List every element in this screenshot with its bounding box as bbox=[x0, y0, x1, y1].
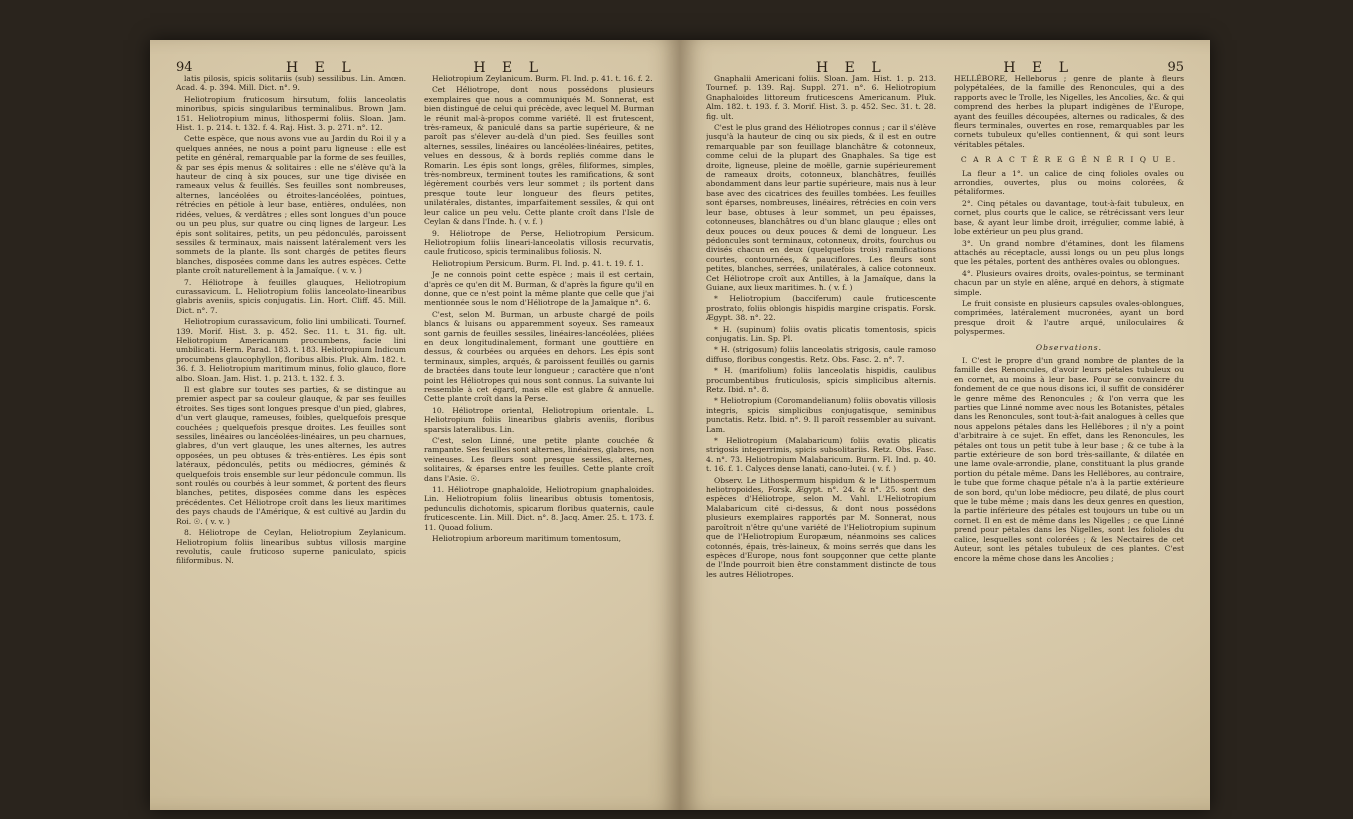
paragraph: 2°. Cinq pétales ou davantage, tout-à-fait tubuleux, en cornet, plus courts que le calice, se rétrécissant vers leur base, & ayant leur limbe droit, irrégulier, comme labié, à lobe extérieur un peu plus grand. bbox=[954, 198, 1184, 237]
paragraph: * H. (marifolium) foliis lanceolatis hispidis, caulibus procumbentibus fruticulosis, spicis simplicibus alternis. Retz. Ibid. n°. 8. bbox=[706, 366, 936, 394]
paragraph: C'est, selon M. Burman, un arbuste chargé de poils blancs & luisans ou apparemment soyeux. Ses rameaux sont garnis de feuilles sessiles, linéaires-lancéolées, pliées en deux longitudinalement, formant une gouttière en dessus, & courbées ou arquées en dehors. Les épis sont terminaux, simples, arqués, & paroissent feuillés ou garnis de bractées dans toute leur longueur ; caractère que n'ont point les Héliotropes qui nous sont connus. La suivante lui ressemble à cet égard, mais elle est glabre & annuelle. Cette plante croît dans la Perse. bbox=[424, 309, 654, 404]
paragraph: Je ne connois point cette espèce ; mais il est certain, d'après ce qu'en dit M. Burman, & d'après la figure qu'il en donne, que ce n'est point la même plante que celle que j'ai mentionnée sous le nom d'Héliotrope de la Jamaïque n°. 6. bbox=[424, 270, 654, 308]
paragraph: * H. (strigosum) foliis lanceolatis strigosis, caule ramoso diffuso, floribus congestis. Retz. Obs. Fasc. 2. n°. 7. bbox=[706, 345, 936, 364]
paragraph: Observ. Le Lithospermum hispidum & le Lithospermum heliotropoides, Forsk. Ægypt. n°. 24. & n°. 25. sont des espèces d'Héliotrope, selon M. Vahl. L'Heliotropium Malabaricum cité ci-dessus, & dont nous possédons plusieurs exemplaires rapportés par M. Sonnerat, nous paroîtroit n'être qu'une variété de l'Heliotropium supinum que de l'Heliotropium Europæum, néanmoins ses calices cotonnés, épais, très-laineux, & moins serrés que dans les espèces d'Europe, nous font soupçonner que cette plante de l'Inde pourroit bien être constamment distincte de tous les autres Héliotropes. bbox=[706, 475, 936, 579]
paragraph: Heliotropium Zeylanicum. Burm. Fl. Ind. p. 41. t. 16. f. 2. bbox=[432, 74, 653, 83]
paragraph: 8. Héliotrope de Ceylan, Heliotropium Zeylanicum. Heliotropium foliis linearibus subtus villosis margine revolutis, caule fruticoso superne paniculato, spicis filiformibus. N. bbox=[176, 528, 406, 566]
paragraph: C'est, selon Linné, une petite plante couchée & rampante. Ses feuilles sont alternes, linéaires, glabres, non veineuses. Les fleurs sont presque sessiles, alternes, solitaires, & éparses entre les feuilles. Cette plante croît dans l'Asie. ☉. bbox=[424, 436, 654, 483]
observations-title: Observations. bbox=[1035, 342, 1103, 352]
paragraph: Heliotropium fruticosum hirsutum, foliis lanceolatis minoribus, spicis singularibus terminalibus. Brown Jam. 151. Heliotropium minus, lithospermi foliis. Sloan. Jam. Hist. 1. p. 214. t. 132. f. 4. Raj. Hist. 3. p. 271. n°. 12. bbox=[176, 94, 406, 133]
paragraph: Gnaphalii Americani foliis. Sloan. Jam. Hist. 1. p. 213. Tournef. p. 139. Raj. Suppl. 271. n°. 6. Heliotropium Gnaphaloides littoreum fruticescens Americanum. Pluk. Alm. 182. t. 193. f. 3. Morif. Hist. 3. p. 452. Sec. 31. t. 28. fig. ult. bbox=[706, 74, 936, 121]
section-title: C A R A C T È R E G É N É R I Q U E. bbox=[960, 155, 1178, 165]
paragraph: Heliotropium Persicum. Burm. Fl. Ind. p. 41. t. 19. f. 1. bbox=[432, 258, 644, 268]
paragraph: 10. Héliotrope oriental, Heliotropium orientale. L. Heliotropium foliis linearibus glabris aveniis, floribus sparsis lateralibus. Lin. bbox=[424, 405, 654, 434]
paragraph: Le fruit consiste en plusieurs capsules ovales-oblongues, comprimées, latéralement mucronées, ayant un bord presque droit & l'autre arqué, uniloculaires & polyspermes. bbox=[954, 298, 1184, 337]
right-head-left: H E L bbox=[816, 60, 887, 76]
paragraph: Il est glabre sur toutes ses parties, & se distingue au premier aspect par sa couleur glauque, & par ses feuilles étroites. Ses tiges sont longues presque d'un pied, glabres, d'un vert glauque, rameuses, foibles, quelquefois presque couchées ; quelquefois presque droites. Les feuilles sont sessiles, linéaires ou lancéolées-linéaires, un peu charnues, glabres, d'un vert glauque, les unes alternes, les autres opposées, un peu obtuses & très-entières. Les épis sont latéraux, pédonculés, petits ou médiocres, géminés & quelquefois trois ensemble sur leur pédoncule commun. Ils sont roulés ou courbés à leur sommet, & portent des fleurs blanches, petites, disposées comme dans les espèces précédentes. Cet Héliotrope croît dans les lieux maritimes des pays chauds de l'Amérique, & est cultivé au Jardin du Roi. ☉. ( v. v. ) bbox=[176, 385, 406, 526]
paragraph: 3°. Un grand nombre d'étamines, dont les filamens attachés au réceptacle, aussi longs ou un peu plus longs que les pétales, portent des anthères ovales ou oblongues. bbox=[954, 238, 1184, 267]
paragraph: 9. Héliotrope de Perse, Heliotropium Persicum. Heliotropium foliis lineari-lanceolatis villosis recurvatis, caule fruticoso, spicis terminalibus foliosis. N. bbox=[424, 228, 654, 257]
paragraph: Heliotropium arboreum maritimum tomentosum, bbox=[432, 534, 622, 544]
paragraph: C'est le plus grand des Héliotropes connus ; car il s'élève jusqu'à la hauteur de cinq ou six pieds, & il est en outre remarquable par son feuillage blanchâtre & cotonneux, comme celui de la plupart des Gnaphales. Sa tige est droite, ligneuse, pleine de moëlle, garnie supérieurement de rameaux droits, cotonneux, blanchâtres, feuillés abondamment dans leur partie supérieure, mais nus à leur base avec des cicatrices des feuilles tombées. Les feuilles sont éparses, nombreuses, linéaires, rétrécies en coin vers leur base, obtuses à leur sommet, un peu épaisses, cotonneuses, blanchâtres ou d'un blanc glauque ; elles ont deux pouces ou deux pouces & demi de longueur. Les pédoncules sont terminaux, cotonneux, droits, fourchus ou divisés chacun en deux (quelquefois trois) ramifications courtes, contournées, & pauciflores. Les fleurs sont petites, blanches, serrées, unilatérales, à calice cotonneux. Cet Héliotrope croît aux Antilles, à la Jamaïque, dans la Guiane, aux lieux maritimes. ħ. ( v. f. ) bbox=[706, 123, 936, 292]
left-page bbox=[150, 40, 680, 810]
left-head-right: H E L bbox=[473, 60, 544, 76]
paragraph: Heliotropium curassavicum, folio lini umbilicati. Tournef. 139. Morif. Hist. 3. p. 452. Sec. 11. t. 31. fig. ult. Heliotropium Americanum procumbens, facie lini umbilicati. Herm. Parad. 183. t. 183. Heliotropium Indicum procumbens glaucophyllon, floribus albis. Pluk. Alm. 182. t. 36. f. 3. Heliotropium maritimum minus, folio glauco, flore albo. Sloan. Jam. Hist. 1. p. 213. t. 132. f. 3. bbox=[176, 317, 406, 383]
right-column-1 bbox=[706, 74, 936, 790]
paragraph: 4°. Plusieurs ovaires droits, ovales-pointus, se terminant chacun par un style en alêne, arqué en dehors, à stigmate simple. bbox=[954, 268, 1184, 297]
paragraph: 11. Héliotrope gnaphaloïde, Heliotropium gnaphaloides. Lin. Heliotropium foliis linearibus obtusis tomentosis, pedunculis dichotomis, spicarum floribus quaternis, caule fruticescente. Lin. Mill. Dict. n°. 8. Jacq. Amer. 25. t. 173. f. 11. Quoad folium. bbox=[424, 485, 654, 532]
paragraph: La fleur a 1°. un calice de cinq folioles ovales ou arrondies, ouvertes, plus ou moins colorées, & pétaliformes. bbox=[954, 168, 1184, 197]
left-column-1 bbox=[176, 74, 406, 790]
left-column-2 bbox=[424, 74, 654, 790]
paragraph: HELLÉBORE, Helleborus ; genre de plante à fleurs polypétalées, de la famille des Renoncules, qui a des rapports avec le Trolle, les Nigelles, les Ancolies, &c. & qui comprend des herbes la plupart indigènes de l'Europe, ayant des feuilles découpées, alternes ou radicales, & des fleurs terminales, ouvertes en rose, remarquables par les cornets tubuleux qu'elles contiennent, & qui sont leurs véritables pétales. bbox=[954, 74, 1184, 149]
paragraph: * Heliotropium (Malabaricum) foliis ovatis plicatis strigosis integerrimis, spicis subsolitariis. Retz. Obs. Fasc. 4. n°. 73. Heliotropium Malabaricum. Burm. Fl. Ind. p. 40. t. 16. f. 1. Calyces dense lanati, cano-lutei. ( v. f. ) bbox=[706, 436, 936, 474]
paragraph: 7. Héliotrope à feuilles glauques, Heliotropium curassavicum. L. Heliotropium foliis lanceolato-linearibus glabris aveniis, spicis conjugatis. Lin. Hort. Cliff. 45. Mill. Dict. n°. 7. bbox=[176, 277, 406, 315]
paragraph: * H. (supinum) foliis ovatis plicatis tomentosis, spicis conjugatis. Lin. Sp. Pl. bbox=[706, 324, 936, 343]
right-head-right: H E L bbox=[1003, 60, 1074, 76]
paragraph: Cette espèce, que nous avons vue au Jardin du Roi il y a quelques années, ne nous a point paru ligneuse : elle est petite en général, remarquable par la forme de ses feuilles, & par ses épis menus & solitaires : elle ne s'élève qu'à la hauteur de cinq à six pouces, sur une tige divisée en rameaux velus & feuillés. Ses feuilles sont nombreuses, alternes, lancéolées ou étroites-lancéolées, pointues, rétrécies en pétiole à leur base, entières, ondulées, non ridées, velues, & verdâtres ; elles sont longues d'un pouce ou un peu plus, sur quatre ou cinq lignes de largeur. Les épis sont solitaires, petits, un peu pédonculés, paroissent sessiles & terminaux, mais naissent latéralement vers les sommets de la plante. Ils sont chargés de petites fleurs blanches, disposées comme dans les autres espèces. Cette plante croît naturellement à la Jamaïque. ( v. v. ) bbox=[176, 134, 406, 276]
right-column-2 bbox=[954, 74, 1184, 790]
paragraph: latis pilosis, spicis solitariis (sub) sessilibus. Lin. Amœn. Acad. 4. p. 394. Mill. Dict. n°. 9. bbox=[176, 74, 406, 93]
paragraph: Cet Héliotrope, dont nous possédons plusieurs exemplaires que nous a communiqués M. Sonnerat, est bien distingué de celui qui précède, avec lequel M. Burman le réunit mal-à-propos comme variété. Il est frutescent, très-rameux, & paniculé dans sa partie supérieure, & ne paroît pas s'élever au-delà d'un pied. Ses feuilles sont alternes, sessiles, linéaires ou lancéolées-linéaires, petites, velues en dessous, & à bords repliés comme dans le Romarin. Les épis sont longs, grêles, filiformes, simples, très-nombreux, terminent toutes les ramifications, & sont légèrement courbés vers leur sommet ; ils portent dans presque toute leur longueur des fleurs petites, unilatérales, distantes, imparfaitement sessiles, & qui ont leur calice un peu velu. Cette plante croît dans l'Isle de Ceylan & dans l'Inde. ħ. ( v. f. ) bbox=[424, 85, 654, 227]
paragraph: * Heliotropium (bacciferum) caule fruticescente prostrato, foliis oblongis hispidis margine crispatis. Forsk. Ægypt. 38. n°. 22. bbox=[706, 294, 936, 323]
right-page-number: 95 bbox=[1167, 60, 1184, 75]
left-head-left: H E L bbox=[286, 60, 357, 76]
paragraph: * Heliotropium (Coromandelianum) foliis obovatis villosis integris, spicis simplicibus conjugatisque, seminibus punctatis. Retz. Ibid. n°. 9. Il paroît ressembler au suivant. Lam. bbox=[706, 396, 936, 434]
right-page bbox=[680, 40, 1210, 810]
left-page-number: 94 bbox=[176, 60, 193, 75]
book-spread bbox=[150, 40, 1210, 810]
paragraph: I. C'est le propre d'un grand nombre de plantes de la famille des Renoncules, d'avoir leurs pétales tubuleux ou en cornet, au moins à leur base. Pour se convaincre du fondement de ce que nous disons ici, il suffit de considérer le genre même des Renoncules ; & l'on verra que les parties que Linné nomme avec nous les Botanistes, pétales dans les Renoncules, sont tout-à-fait analogues à celles que nous appelons pétales dans les Hellébores ; il n'y a point d'arbitraire à ce sujet. En effet, dans les Renoncules, les pétales ont tous un petit tube à leur base ; & ce tube à la partie extérieure de son bord très-saillante, & dilatée en une lame ovale-arrondie, plane, constituant la plus grande portion du pétale même. Dans les Hellébores, au contraire, le tube que forme chaque pétale n'a à la partie extérieure de son bord, qu'un lobe médiocre, peu dilaté, de plus court que le tube même ; mais dans les deux genres en question, la partie inférieure des pétales est toujours un tube ou un cornet. Il en est de même dans les Nigelles ; ce que Linné prend pour pétales dans les Nigelles, sont les folioles du calice, lesquelles sont colorées ; & les Nectaires de cet Auteur, sont les pétales tubuleux de ces plantes. C'est encore la même chose dans les Ancolies ; bbox=[954, 355, 1184, 563]
